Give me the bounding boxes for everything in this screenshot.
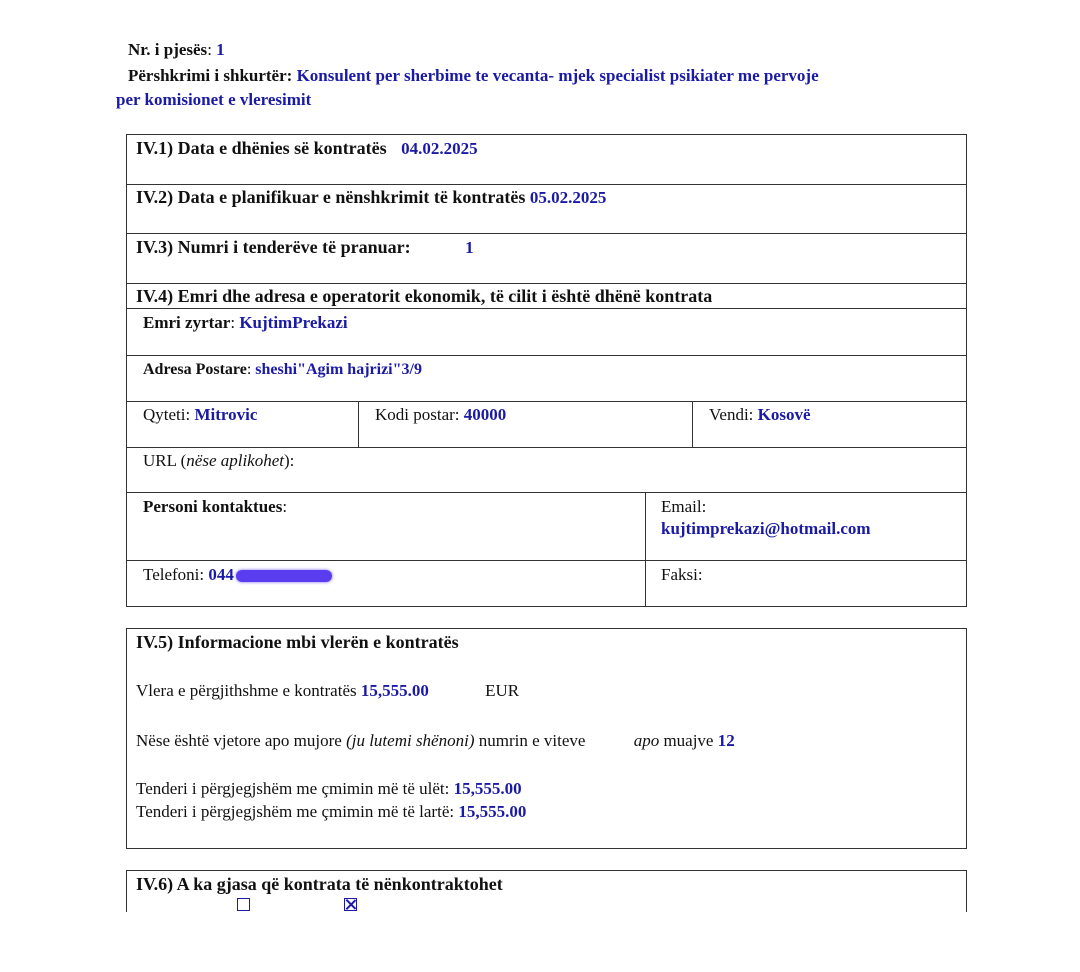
operator-section-title: IV.4) Emri dhe adresa e operatorit ekonomik, të cilit i është dhënë kontrata [136,286,713,306]
award-date-row [136,138,478,159]
lot-description-label: Përshkrimi i shkurtër: [128,66,293,85]
official-name-value: KujtimPrekazi [239,313,348,332]
total-value-label: Vlera e përgjithshme e kontratës [136,681,357,700]
currency: EUR [485,681,520,700]
lowest-price-label: Tenderi i përgjegjshëm me çmimin më të ulët: [136,779,450,798]
duration-months-value: 12 [717,731,735,750]
lot-description [128,66,819,86]
lot-number-label: Nr. i pjesës [128,40,208,59]
url-label-end: ): [284,451,295,470]
phone-label: Telefoni: [143,565,205,584]
fax-label: Faksi: [661,565,703,584]
redaction-mark [236,570,332,582]
phone-row [143,565,332,585]
postal-code-value: 40000 [463,405,507,424]
duration-text: Nëse është vjetore apo mujore [136,731,342,750]
lot-description-line1: Konsulent per sherbime te vecanta- mjek specialist psikiater me pervoje [296,66,819,85]
country-cell [709,405,811,425]
url-label-italic: nëse aplikohet [186,451,284,470]
phone-value: 044 [208,565,234,584]
highest-price-label: Tenderi i përgjegjshëm me çmimin më të lartë: [136,802,455,821]
official-name-label: Emri zyrtar [143,313,231,332]
duration-or: apo [633,731,660,750]
award-date-value: 04.02.2025 [401,139,478,158]
url-label: URL ( [143,451,187,470]
lot-number: Nr. i pjesës: 1 [128,40,225,59]
contract-value-title: IV.5) Informacione mbi vlerën e kontratës [136,632,459,652]
lowest-price-row [136,779,522,799]
tenders-received-value: 1 [465,238,474,257]
duration-row [136,731,735,751]
email-value: kujtimprekazi@hotmail.com [661,519,871,538]
official-name-row: Emri zyrtar: KujtimPrekazi [143,313,348,332]
subcontract-title: IV.6) A ka gjasa që kontrata të nënkontraktohet [136,874,503,894]
duration-note: (ju lutemi shënoni) [346,731,475,750]
total-value: 15,555.00 [360,681,429,700]
city-label: Qyteti: [143,405,191,424]
tenders-received-label: IV.3) Numri i tenderëve të pranuar: [136,237,411,257]
postal-address-row: Adresa Postare: sheshi"Agim hajrizi"3/9 [143,361,422,378]
total-value-row [136,681,519,701]
duration-years-label: numrin e viteve [478,731,586,750]
city-cell [143,405,257,425]
page-crop-edge [0,912,1080,972]
email-label: Email: [661,497,707,516]
subcontract-yes-checkbox[interactable] [237,898,250,911]
subcontract-no-checkbox[interactable] [344,898,357,911]
lot-number-value: 1 [216,40,225,59]
award-date-label: IV.1) Data e dhënies së kontratës [136,138,387,158]
postal-address-value: sheshi"Agim hajrizi"3/9 [255,361,422,378]
postal-code-cell [375,405,506,425]
highest-price-row [136,802,526,822]
signing-date-row [136,187,606,208]
postal-address-label: Adresa Postare [143,361,247,378]
lowest-price-value: 15,555.00 [453,779,522,798]
contact-person-row: Personi kontaktues: [143,497,288,516]
lot-description-line2: per komisionet e vleresimit [116,90,312,109]
url-row [143,451,294,471]
country-value: Kosovë [757,405,811,424]
signing-date-value: 05.02.2025 [529,188,607,207]
country-label: Vendi: [709,405,754,424]
duration-months-label: muajve [663,731,714,750]
tenders-received-row [136,237,474,258]
contact-person-label: Personi kontaktues [143,497,283,516]
highest-price-value: 15,555.00 [458,802,527,821]
signing-date-label: IV.2) Data e planifikuar e nënshkrimit të kontratës [136,187,526,207]
postal-code-label: Kodi postar: [375,405,460,424]
city-value: Mitrovic [194,405,258,424]
